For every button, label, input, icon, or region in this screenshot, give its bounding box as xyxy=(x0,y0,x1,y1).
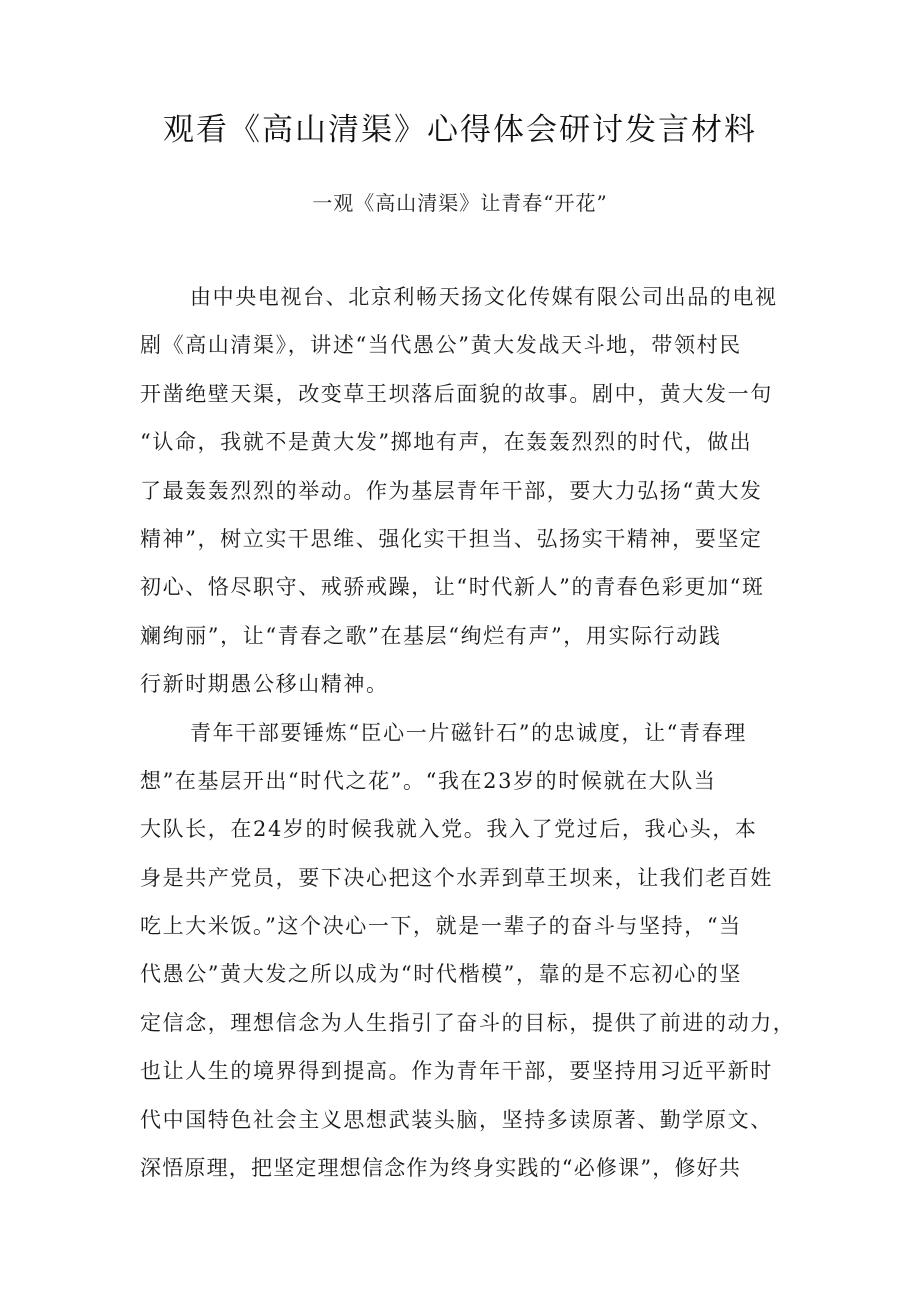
paragraph-2-line: 身是共产党员，要下决心把这个水弄到草王坝来，让我们老百姓 xyxy=(140,865,773,890)
paragraph-1-line: 开凿绝壁天渠，改变草王坝落后面貌的故事。剧中，黄大发一句 xyxy=(140,381,773,406)
document-subtitle: 一观《高山清渠》让青春“开花” xyxy=(312,191,608,215)
paragraph-2-line: 定信念，理想信念为人生指引了奋斗的目标，提供了前进的动力， xyxy=(140,1010,796,1035)
paragraph-2-line: 想”在基层开出“时代之花”。“我在23岁的时候就在大队当 xyxy=(140,768,717,793)
paragraph-1-line: 剧《高山清渠》，讲述“当代愚公”黄大发战天斗地，带领村民 xyxy=(140,333,742,358)
paragraph-1-line: “认命，我就不是黄大发”掷地有声，在轰轰烈烈的时代，做出 xyxy=(140,430,753,455)
paragraph-2-line: 吃上大米饭。”这个决心一下，就是一辈子的奋斗与坚持，“当 xyxy=(140,914,742,939)
paragraph-2-line: 代中国特色社会主义思想武装头脑，坚持多读原著、勤学原文、 xyxy=(140,1107,773,1132)
paragraph-2-line: 深悟原理，把坚定理想信念作为终身实践的“必修课”，修好共 xyxy=(140,1156,742,1181)
paragraph-1-line: 斓绚丽”，让“青春之歌”在基层“绚烂有声”，用实际行动践 xyxy=(140,623,722,648)
document-title: 观看《高山清渠》心得体会研讨发言材料 xyxy=(163,112,757,148)
paragraph-2-line: 大队长，在24岁的时候我就入党。我入了党过后，我心头，本 xyxy=(140,817,758,842)
paragraph-1-line: 由中央电视台、北京利畅天扬文化传媒有限公司出品的电视 xyxy=(190,285,778,309)
paragraph-2-line: 青年干部要锤炼“臣心一片磁针石”的忠诚度，让“青春理 xyxy=(190,720,747,745)
paragraph-1-line: 初心、恪尽职守、戒骄戒躁，让“时代新人”的青春色彩更加“斑 xyxy=(140,575,765,600)
paragraph-2-line: 也让人生的境界得到提高。作为青年干部，要坚持用习近平新时 xyxy=(140,1059,773,1084)
paragraph-1-line: 行新时期愚公移山精神。 xyxy=(140,672,389,697)
paragraph-1-line: 了最轰轰烈烈的举动。作为基层青年干部，要大力弘扬“黄大发 xyxy=(140,478,763,503)
paragraph-1-line: 精神”，树立实干思维、强化实干担当、弘扬实干精神，要坚定 xyxy=(140,526,763,551)
body-text xyxy=(140,280,800,1199)
paragraph-2-line: 代愚公”黄大发之所以成为“时代楷模”，靠的是不忘初心的坚 xyxy=(140,962,743,987)
